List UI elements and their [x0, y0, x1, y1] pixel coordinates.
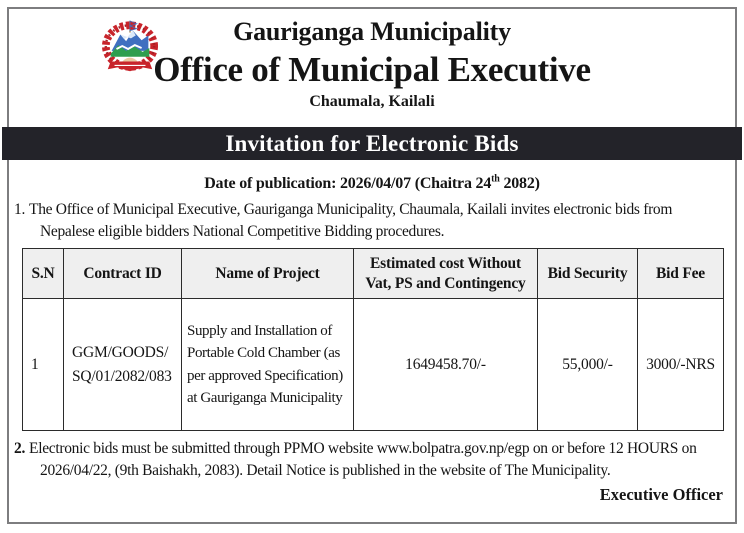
location-line: Chaumala, Kailali — [309, 93, 435, 110]
col-header-contract-id: Contract ID — [64, 249, 182, 299]
cell-sn: 1 — [23, 299, 64, 431]
notice-title-banner — [2, 127, 742, 160]
letterhead — [9, 9, 735, 113]
col-header-sn: S.N — [23, 249, 64, 299]
document-border — [7, 7, 737, 524]
publication-date-ordinal: th — [491, 173, 500, 185]
clause-1-number: 1. — [14, 201, 26, 218]
clause-2-text: Electronic bids must be submitted through PPMO website www.bolpatra.gov.np/egp on or before 12 HOURS on 2026/04/22, (9th Baishakh, 2083). Detail Notice is published in the website of The Municipality. — [29, 440, 697, 479]
publication-date-year: 2082) — [499, 175, 540, 192]
bid-table — [22, 248, 724, 431]
office-name: Office of Municipal Executive — [153, 50, 591, 89]
col-header-project: Name of Project — [182, 249, 354, 299]
bid-table-header-row — [23, 249, 724, 299]
contract-id-line-2: SQ/01/2082/083 — [72, 367, 172, 385]
clause-1-text: The Office of Municipal Executive, Gauriganga Municipality, Chaumala, Kailali invites electronic bids from Nepalese eligible bidders National Competitive Bidding procedures. — [29, 201, 673, 240]
clause-2-number: 2. — [14, 440, 26, 457]
signature-title: Executive Officer — [599, 485, 723, 504]
contract-id-line-1: GGM/GOODS/ — [72, 343, 169, 361]
notice-title: Invitation for Electronic Bids — [225, 131, 519, 156]
municipality-name: Gauriganga Municipality — [233, 17, 511, 46]
nepal-coat-of-arms-icon — [99, 19, 161, 77]
clause-2 — [14, 438, 730, 481]
cell-bid-security: 55,000/- — [538, 299, 638, 431]
cell-bid-fee: 3000/-NRS — [638, 299, 724, 431]
clause-1 — [14, 199, 730, 242]
publication-date — [9, 173, 735, 194]
col-header-estimated-cost: Estimated cost Without Vat, PS and Contingency — [354, 249, 538, 299]
publication-date-text: Date of publication: 2026/04/07 (Chaitra 24 — [204, 175, 492, 192]
cell-contract-id — [64, 299, 182, 431]
cell-estimated-cost: 1649458.70/- — [354, 299, 538, 431]
table-row — [23, 299, 724, 431]
col-header-bid-security: Bid Security — [538, 249, 638, 299]
col-header-bid-fee: Bid Fee — [638, 249, 724, 299]
cell-project-name: Supply and Installation of Portable Cold Chamber (as per approved Specification) at Gauriganga Municipality — [182, 299, 354, 431]
